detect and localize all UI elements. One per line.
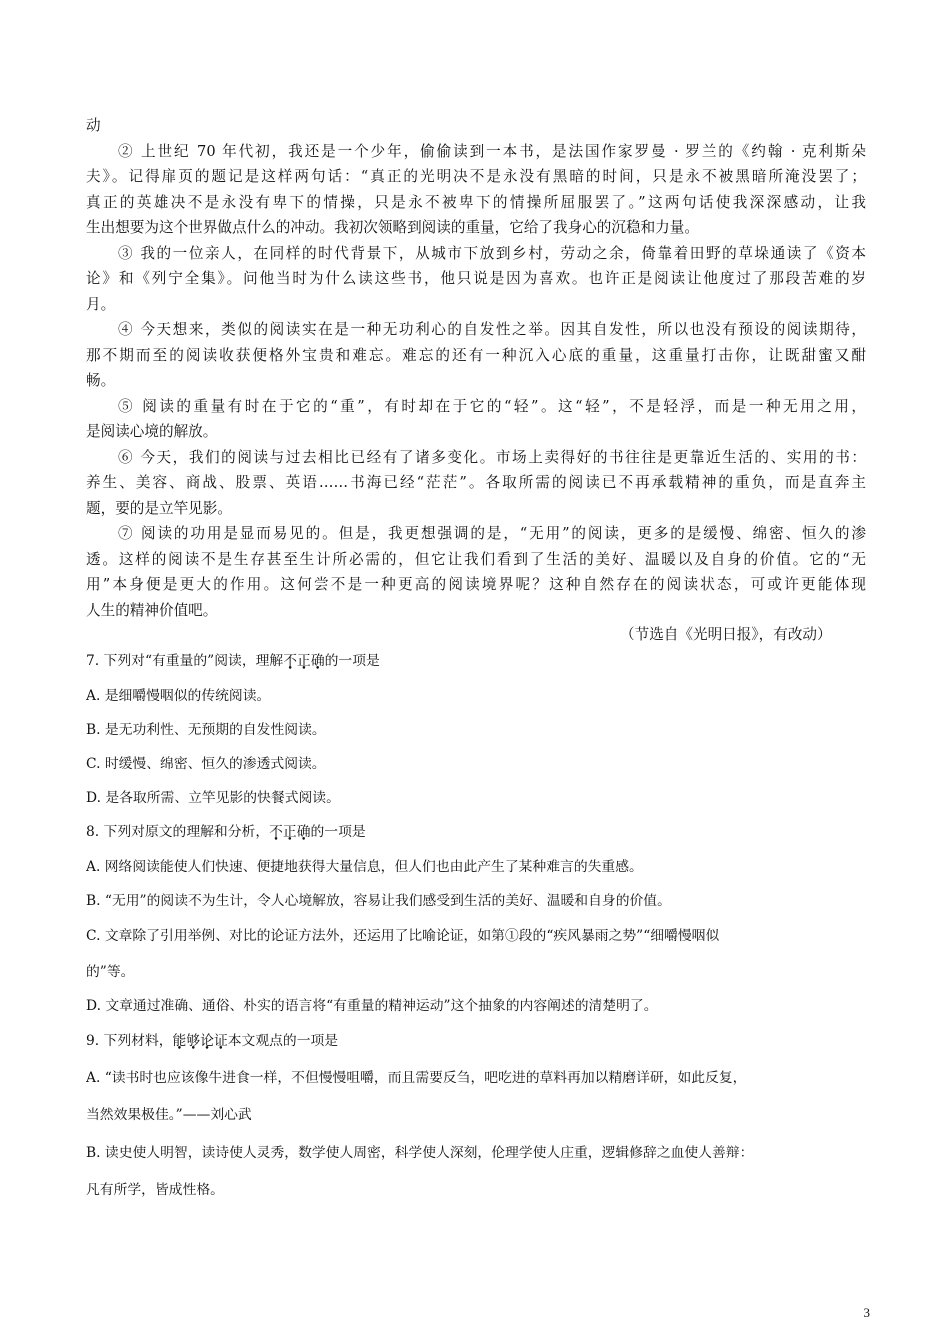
question-8-option-a: A. 网络阅读能使人们快速、便捷地获得大量信息，但人们也由此产生了某种难言的失重感。 [86, 859, 643, 875]
question-9-stem: 9. 下列材料，能够论证本文观点的一项是 [86, 1033, 339, 1049]
emphasis-dotted-char: 不 [269, 824, 283, 840]
paragraph-7-line: 人生的精神价值吧。 [86, 602, 218, 619]
paragraph-5-line: ⑤ 阅读的重量有时在于它的“重”，有时却在于它的“轻”。这“轻”，不是轻浮，而是一种无用之用， [118, 398, 866, 415]
paragraph-6-line: ⑥ 今天，我们的阅读与过去相比已经有了诸多变化。市场上卖得好的书往往是更靠近生活的、实用的书： [118, 449, 866, 466]
question-8-option-b: B. “无用”的阅读不为生计，令人心境解放，容易让我们感受到生活的美好、温暖和自身的价值。 [86, 893, 671, 909]
emphasis-dotted-char: 确 [310, 653, 325, 669]
emphasis-dotted-char: 够 [186, 1033, 201, 1049]
question-9-option-a: A. “读书时也应该像牛进食一样，不但慢慢咀嚼，而且需要反刍，吧吃进的草料再加以精磨详研，如此反复， [86, 1070, 747, 1086]
paragraph-7-line: 用”本身便是更大的作用。这何尝不是一种更高的阅读境界呢？这种自然存在的阅读状态，可或许更能体现 [86, 576, 866, 593]
emphasis-dotted-char: 证 [213, 1033, 228, 1049]
question-8-option-c: C. 文章除了引用举例、对比的论证方法外，还运用了比喻论证，如第①段的“疾风暴雨之势”“细嚼慢咽似 [86, 928, 720, 944]
paragraph-3-line: ③ 我的一位亲人，在同样的时代背景下，从城市下放到乡村，劳动之余，倚靠着田野的草垛通读了《资本 [118, 245, 866, 262]
emphasis-dotted-char: 论 [200, 1033, 214, 1049]
emphasis-dotted-char: 正 [297, 653, 311, 669]
paragraph-5-line: 是阅读心境的解放。 [86, 423, 218, 440]
paragraph-2-line: ② 上世纪 70 年代初，我还是一个少年，偷偷读到一本书，是法国作家罗曼 · 罗兰的《约翰 · 克利斯朵 [118, 143, 866, 160]
question-8-option-d: D. 文章通过准确、通俗、朴实的语言将“有重量的精神运动”这个抽象的内容阐述的清楚明了。 [86, 998, 658, 1014]
question-9-option-a-cont: 当然效果极佳。”——刘心武 [86, 1107, 252, 1123]
emphasis-dotted-char: 正 [282, 824, 297, 840]
question-8-option-c-cont: 的”等。 [86, 964, 135, 980]
question-8-stem: 8. 下列对原文的理解和分析，不正确的一项是 [86, 824, 366, 840]
paragraph-2-line: 真正的英雄决不是永没有卑下的情操，只是永不被卑下的情操所屈服罢了。”这两句话使我深深感动，让我 [86, 194, 866, 211]
paragraph-7-line: ⑦ 阅读的功用是显而易见的。但是，我更想强调的是，“无用”的阅读，更多的是缓慢、绵密、恒久的渗 [118, 525, 866, 542]
question-7-option-c: C. 时缓慢、绵密、恒久的渗透式阅读。 [86, 756, 326, 772]
paragraph-6-line: 养生、美容、商战、股票、英语……书海已经“茫茫”。各取所需的阅读已不再承载精神的重负，而是直奔主 [86, 474, 866, 491]
paragraph-3-line: 月。 [86, 296, 116, 313]
emphasis-dotted-char: 不 [283, 653, 298, 669]
emphasis-dotted-char: 能 [172, 1033, 187, 1049]
question-7-option-d: D. 是各取所需、立竿见影的快餐式阅读。 [86, 790, 340, 806]
paragraph-6-line: 题，要的是立竿见影。 [86, 500, 232, 517]
passage-line: 动 [86, 117, 101, 134]
question-7-option-a: A. 是细嚼慢咽似的传统阅读。 [86, 688, 271, 704]
question-9-option-b-cont: 凡有所学，皆成性格。 [86, 1182, 224, 1198]
question-9-option-b: B. 读史使人明智，读诗使人灵秀，数学使人周密，科学使人深刻，伦理学使人庄重，逻辑修辞之血使人善辩： [86, 1145, 754, 1161]
source-note: （节选自《光明日报》，有改动） [620, 626, 832, 643]
paragraph-2-line: 生出想要为这个世界做点什么的冲动。我初次领略到阅读的重量，它给了我身心的沉稳和力量。 [86, 219, 699, 236]
paragraph-4-line: ④ 今天想来，类似的阅读实在是一种无功利心的自发性之举。因其自发性，所以也没有预设的阅读期待， [118, 321, 866, 338]
page-number: 3 [863, 1305, 870, 1320]
emphasis-dotted-char: 确 [296, 824, 311, 840]
paragraph-7-line: 透。这样的阅读不是生存甚至生计所必需的，但它让我们看到了生活的美好、温暖以及自身的价值。它的“无 [86, 551, 866, 568]
paragraph-2-line: 夫》。记得扉页的题记是这样两句话：“真正的光明决不是永没有黑暗的时间，只是永不被黑暗所淹没罢了； [86, 168, 866, 185]
paragraph-4-line: 那不期而至的阅读收获便格外宝贵和难忘。难忘的还有一种沉入心底的重量，这重量打击你，让既甜蜜又酣 [86, 347, 866, 364]
question-7-stem: 7. 下列对“有重量的”阅读，理解不正确的一项是 [86, 653, 380, 669]
question-7-option-b: B. 是无功利性、无预期的自发性阅读。 [86, 722, 326, 738]
paragraph-3-line: 论》和《列宁全集》。问他当时为什么读这些书，他只说是因为喜欢。也许正是阅读让他度过了那段苦难的岁 [86, 270, 866, 287]
paragraph-4-line: 畅。 [86, 372, 116, 389]
